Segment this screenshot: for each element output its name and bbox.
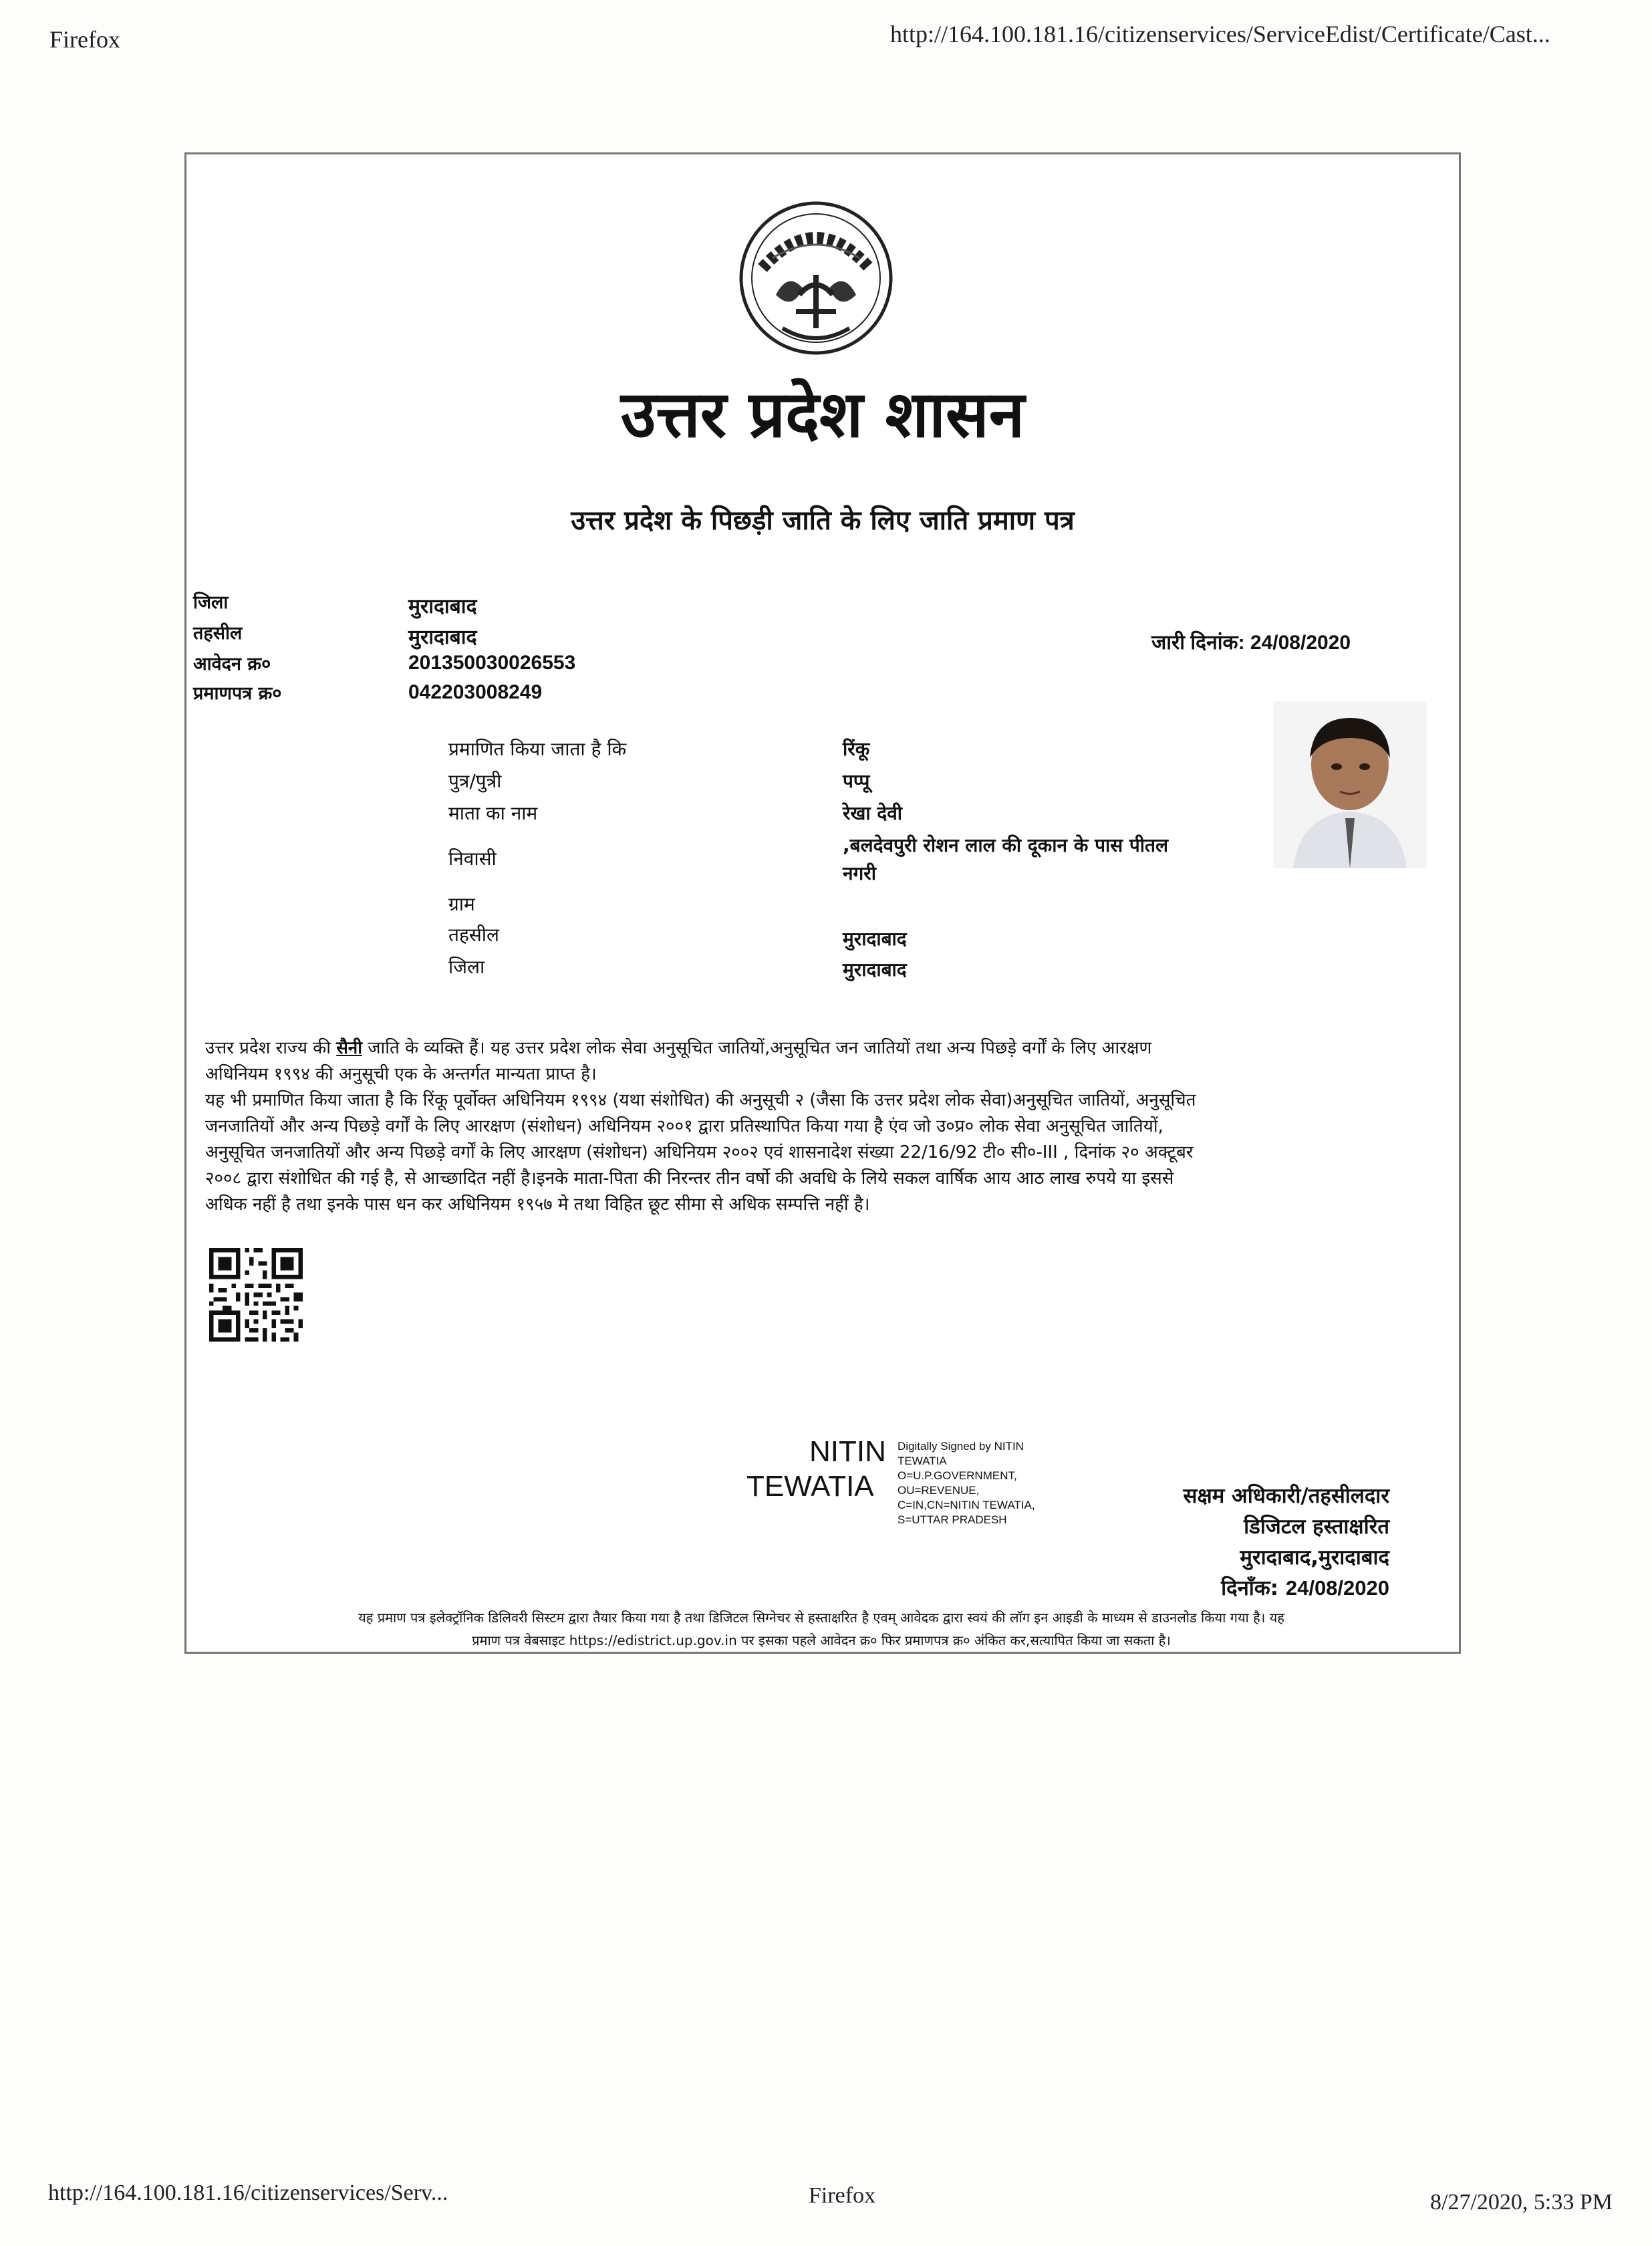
- detail-value-address: ,बलदेवपुरी रोशन लाल की दूकान के पास पीतल: [843, 834, 1169, 856]
- body-line-6: २००८ द्वारा संशोधित की गई है, से आच्छादित नहीं है।इनके माता-पिता की निरन्तर तीन वर्षो की अवधि के लिये सकल वार्षिक आय आठ लाख रुपये या इससे: [205, 1168, 1174, 1189]
- print-datetime: 8/27/2020, 5:33 PM: [1430, 2190, 1613, 2215]
- meta-label-application-no: आवेदन क्र०: [193, 654, 271, 674]
- meta-value-certificate-no: 042203008249: [408, 681, 543, 703]
- footer-note-line-2: प्रमाण पत्र वेबसाइट https://edistrict.up.gov.in पर इसका पहले आवेदन क्र० फिर प्रमाणपत्र क्र० अंकित कर,सत्यापित किया जा सकता है।: [472, 1632, 1171, 1648]
- meta-value-district: मुरादाबाद: [408, 596, 477, 618]
- signature-detail-line: OU=REVENUE,: [898, 1484, 980, 1497]
- body-line-2: अधिनियम १९९४ की अनुसूची एक के अन्तर्गत मान्यता प्राप्त है।: [205, 1064, 597, 1084]
- meta-label-certificate-no: प्रमाणपत्र क्र०: [193, 683, 282, 704]
- certificate-footer-note: [200, 1606, 1443, 1652]
- signer-first-name: NITIN: [809, 1435, 886, 1468]
- body-line-1-post: जाति के व्यक्ति हैं। यह उत्तर प्रदेश लोक सेवा अनुसूचित जातियों,अनुसूचित जन जातियों तथा अन्य पिछड़े वर्गों के लिए आरक्षण: [362, 1038, 1152, 1058]
- body-line-1-pre: उत्तर प्रदेश राज्य की: [205, 1038, 337, 1058]
- body-line-5: अनुसूचित जनजातियों और अन्य पिछड़े वर्गों के लिए आरक्षण (संशोधन) अधिनियम २००२ एवं शासनादेश संख्या 22/16/92 टी० सी०-III , दिनांक २० अक्टूबर: [205, 1142, 1194, 1162]
- detail-label-tehsil: तहसील: [448, 924, 499, 946]
- issue-date: [1151, 628, 1351, 655]
- detail-value-district: मुरादाबाद: [843, 959, 907, 981]
- browser-url-header[interactable]: http://164.100.181.16/citizenservices/ServiceEdist/Certificate/Cast...: [890, 21, 1550, 47]
- detail-label-village: ग्राम: [448, 893, 475, 915]
- authority-date-label: दिनाँक:: [1221, 1576, 1279, 1600]
- detail-label-mother: माता का नाम: [448, 802, 538, 824]
- browser-name-header: Firefox: [49, 26, 120, 53]
- signature-detail-line: O=U.P.GOVERNMENT,: [898, 1469, 1017, 1482]
- signer-last-name: TEWATIA: [746, 1470, 874, 1503]
- meta-label-tehsil: तहसील: [193, 623, 243, 644]
- signature-detail-line: Digitally Signed by NITIN: [898, 1440, 1024, 1453]
- signature-detail-line: C=IN,CN=NITIN TEWATIA,: [898, 1499, 1035, 1511]
- detail-value-mother: रेखा देवी: [843, 802, 903, 824]
- meta-value-application-no: 201350030026553: [408, 652, 576, 674]
- body-line-1: [205, 1035, 1448, 1062]
- certificate-subtitle: उत्तर प्रदेश के पिछड़ी जाति के लिए जाति प्रमाण पत्र: [571, 505, 1075, 536]
- detail-value-name: रिंकू: [843, 738, 870, 760]
- browser-url-footer[interactable]: http://164.100.181.16/citizenservices/Serv...: [48, 2180, 448, 2205]
- detail-label-district: जिला: [448, 956, 485, 978]
- body-line-4: जनजातियों और अन्य पिछड़े वर्गों के लिए आरक्षण (संशोधन) अधिनियम २००१ द्वारा प्रतिस्थापित किया गया है एंव जो उ०प्र० लोक सेवा अनुसूचित जातियों,: [205, 1116, 1163, 1136]
- signature-detail-line: S=UTTAR PRADESH: [898, 1513, 1007, 1526]
- detail-label-certified: प्रमाणित किया जाता है कि: [448, 738, 627, 760]
- signature-details: [898, 1439, 1035, 1527]
- meta-label-district: जिला: [193, 592, 229, 613]
- certificate-body: [205, 1035, 1448, 1218]
- up-government-seal-icon: [736, 195, 896, 362]
- authority-designation: सक्षम अधिकारी/तहसीलदार: [1183, 1484, 1389, 1508]
- issue-date-value: 24/08/2020: [1250, 632, 1351, 654]
- detail-label-son-daughter: पुत्र/पुत्री: [448, 770, 502, 792]
- certificate-title: उत्तर प्रदेश शासन: [620, 377, 1025, 452]
- authority-date-value: 24/08/2020: [1285, 1576, 1389, 1600]
- applicant-photo-icon: [1273, 701, 1427, 868]
- authority-block: [1109, 1481, 1389, 1604]
- signature-detail-line: TEWATIA: [898, 1455, 947, 1467]
- body-line-3: यह भी प्रमाणित किया जाता है कि रिंकू पूर्वोक्त अधिनियम १९९४ (यथा संशोधित) की अनुसूची २ (जैसा कि उत्तर प्रदेश लोक सेवा)अनुसूचित जातियों, अनुसूचित: [205, 1090, 1196, 1110]
- authority-date: [1109, 1573, 1389, 1604]
- detail-value-address-line2: नगरी: [843, 862, 877, 884]
- certificate: [184, 152, 1461, 1654]
- detail-label-resident: निवासी: [448, 848, 497, 870]
- body-line-7: अधिक नहीं है तथा इनके पास धन कर अधिनियम १९५७ मे तथा विहित छूट सीमा से अधिक सम्पत्ति नहीं है।: [205, 1195, 870, 1215]
- browser-name-footer: Firefox: [809, 2183, 876, 2208]
- detail-value-tehsil: मुरादाबाद: [843, 928, 907, 950]
- caste-name: सैनी: [336, 1038, 362, 1058]
- authority-location: मुरादाबाद,मुरादाबाद: [1240, 1545, 1389, 1570]
- detail-value-father: पप्पू: [843, 770, 870, 792]
- issue-date-label: जारी दिनांक:: [1151, 632, 1245, 654]
- meta-value-tehsil: मुरादाबाद: [408, 626, 477, 648]
- qr-code-icon[interactable]: [209, 1248, 303, 1342]
- authority-digital-signed: डिजिटल हस्ताक्षरित: [1244, 1515, 1389, 1539]
- footer-note-line-1: यह प्रमाण पत्र इलेक्ट्रॉनिक डिलिवरी सिस्टम द्वारा तैयार किया गया है तथा डिजिटल सिग्नेचर से हस्ताक्षरित है एवम् आवेदक द्वारा स्वयं की लॉग इन आइडी के माध्यम से डाउनलोड किया गया है। यह: [358, 1610, 1284, 1626]
